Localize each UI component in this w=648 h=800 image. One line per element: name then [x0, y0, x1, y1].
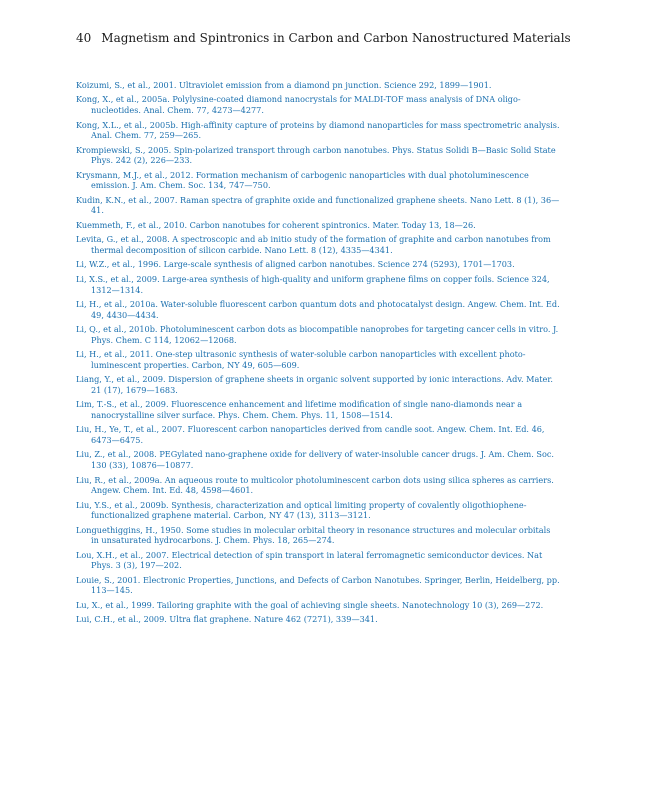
reference-entry[interactable]: Liang, Y., et al., 2009. Dispersion of graphene sheets in organic solvent supported by ionic interactions. Adv. Mater. 21 (17), 1679—1683. [76, 374, 553, 395]
reference-entry[interactable]: Krysmann, M.J., et al., 2012. Formation mechanism of carbogenic nanoparticles with dual photoluminescence emission. J. Am. Chem. Soc. 134, 747—750. [76, 169, 529, 191]
reference-entry[interactable]: Liu, Y.S., et al., 2009b. Synthesis, characterization and optical limiting property of covalently oligothiophene-functionalized graphene material. Carbon, NY 47 (13), 3113—3121. [76, 499, 527, 521]
page-number: 40 [76, 31, 92, 45]
reference-entry[interactable]: Liu, H., Ye, T., et al., 2007. Fluorescent carbon nanoparticles derived from candle soot. Angew. Chem. Int. Ed. 46, 6473—6475. [76, 424, 545, 445]
reference-entry[interactable]: Li, W.Z., et al., 1996. Large-scale synthesis of aligned carbon nanotubes. Science 274 (5293), 1701—1703. [76, 259, 515, 270]
reference-entry[interactable]: Liu, Z., et al., 2008. PEGylated nano-graphene oxide for delivery of water-insoluble cancer drugs. J. Am. Chem. Soc. 130 (33), 10876—10877. [76, 449, 554, 471]
reference-entry[interactable]: Louie, S., 2001. Electronic Properties, Junctions, and Defects of Carbon Nanotubes. Springer, Berlin, Heidelberg, pp. 113—145. [76, 574, 560, 596]
book-title: Magnetism and Spintronics in Carbon and Carbon Nanostructured Materials [101, 31, 571, 45]
reference-entry[interactable]: Lou, X.H., et al., 2007. Electrical detection of spin transport in lateral ferromagnetic semiconductor devices. Nat Phys. 3 (3), 197—202. [76, 549, 543, 571]
reference-entry[interactable]: Kong, X.L., et al., 2005b. High-affinity capture of proteins by diamond nanoparticles for mass spectrometric analysis. Anal. Chem. 77, 259—265. [76, 119, 560, 141]
reference-entry[interactable]: Kudin, K.N., et al., 2007. Raman spectra of graphite oxide and functionalized graphene sheets. Nano Lett. 8 (1), 36—41. [76, 194, 560, 216]
reference-entry[interactable]: Li, Q., et al., 2010b. Photoluminescent carbon dots as biocompatible nanoprobes for targeting cancer cells in vitro. J. Phys. Chem. C 114, 12062—12068. [76, 324, 559, 345]
reference-entry[interactable]: Li, H., et al., 2010a. Water-soluble fluorescent carbon quantum dots and photocatalyst design. Angew. Chem. Int. Ed. 49, 4430—4434. [76, 299, 560, 320]
reference-entry[interactable]: Kuemmeth, F., et al., 2010. Carbon nanotubes for coherent spintronics. Mater. Today 13, 18—26. [76, 219, 476, 230]
reference-list [76, 80, 560, 629]
reference-entry[interactable]: Kong, X., et al., 2005a. Polylysine-coated diamond nanocrystals for MALDI-TOF mass analysis of DNA oligo-nucleotides. Anal. Chem. 77, 4273—4277. [76, 94, 521, 116]
running-head [76, 31, 571, 45]
reference-entry[interactable]: Lui, C.H., et al., 2009. Ultra flat graphene. Nature 462 (7271), 339—341. [76, 614, 378, 625]
reference-entry[interactable]: Lim, T.-S., et al., 2009. Fluorescence enhancement and lifetime modification of single nano-diamonds near a nanocrystalline silver surface. Phys. Chem. Chem. Phys. 11, 1508—1514. [76, 399, 523, 420]
reference-entry[interactable]: Koizumi, S., et al., 2001. Ultraviolet emission from a diamond pn junction. Science 292, 1899—1901. [76, 80, 492, 90]
reference-entry[interactable]: Longuethiggins, H., 1950. Some studies in molecular orbital theory in resonance structures and molecular orbitals in unsaturated hydrocarbons. J. Chem. Phys. 18, 265—274. [76, 524, 551, 546]
reference-entry[interactable]: Levita, G., et al., 2008. A spectroscopic and ab initio study of the formation of graphite and carbon nanotubes from thermal decomposition of silicon carbide. Nano Lett. 8 (12), 4335—4341. [76, 234, 551, 255]
reference-entry[interactable]: Lu, X., et al., 1999. Tailoring graphite with the goal of achieving single sheets. Nanotechnology 10 (3), 269—272. [76, 599, 544, 610]
reference-entry[interactable]: Krompiewski, S., 2005. Spin-polarized transport through carbon nanotubes. Phys. Status Solidi B—Basic Solid State Phys. 242 (2), 226—233. [76, 144, 556, 166]
reference-entry[interactable]: Li, X.S., et al., 2009. Large-area synthesis of high-quality and uniform graphene films on copper foils. Science 324, 1312—1314. [76, 273, 550, 295]
reference-entry[interactable]: Li, H., et al., 2011. One-step ultrasonic synthesis of water-soluble carbon nanoparticles with excellent photo-luminescent properties. Carbon, NY 49, 605—609. [76, 349, 526, 370]
reference-entry[interactable]: Liu, R., et al., 2009a. An aqueous route to multicolor photoluminescent carbon dots using silica spheres as carriers. Angew. Chem. Int. Ed. 48, 4598—4601. [76, 474, 554, 496]
